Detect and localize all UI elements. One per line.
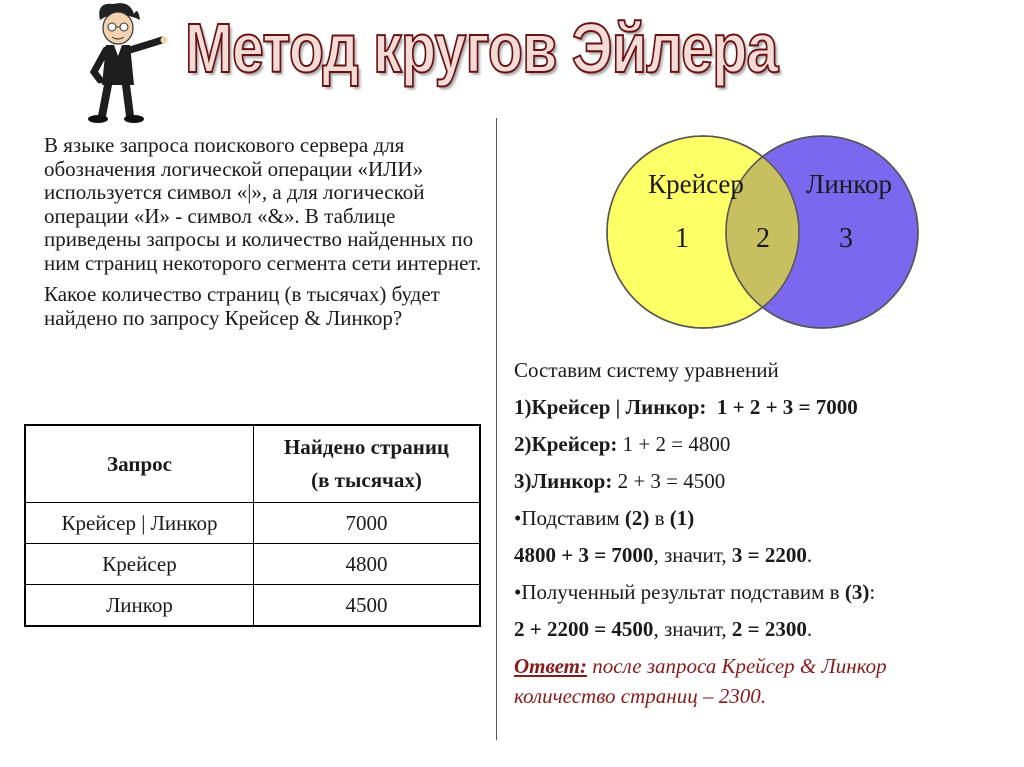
venn-diagram [600, 135, 930, 335]
equation-2-label: 2)Крейсер: [514, 432, 618, 456]
pages-cell: 4500 [254, 585, 481, 627]
header-query: Запрос [25, 425, 254, 503]
calculation-1-period: . [806, 543, 813, 567]
problem-paragraph-2: Какое количество страниц (в тысячах) будет найдено по запросу Крейсер & Линкор? [44, 282, 440, 330]
substitution-1-ref-a: (2) [624, 506, 650, 530]
calculation-2 [514, 614, 1004, 651]
answer-block [514, 651, 1004, 711]
problem-statement [44, 134, 484, 338]
query-table [24, 424, 481, 627]
query-cell: Линкор [25, 585, 254, 627]
answer-label: Ответ: [514, 654, 587, 678]
table-row [25, 544, 480, 585]
equation-3-label: 3)Линкор: [514, 469, 613, 493]
solution-intro: Составим систему уравнений [514, 358, 779, 382]
vertical-divider [496, 118, 497, 740]
professor-mascot-illustration [78, 0, 173, 125]
venn-region-1: 1 [675, 223, 689, 254]
equation-2 [514, 429, 1004, 466]
equation-1-label: 1)Крейсер | Линкор: [514, 395, 707, 419]
table-row [25, 503, 480, 544]
equation-1 [514, 392, 1004, 429]
calculation-2-period: . [806, 617, 813, 641]
table-header-row [25, 425, 480, 503]
calculation-1 [514, 540, 1004, 577]
substitution-2-text: •Полученный результат подставим в [514, 580, 845, 604]
table-row [25, 585, 480, 627]
header-pages-line1: Найдено страниц [283, 435, 450, 459]
calculation-2-joiner: , значит, [653, 617, 732, 641]
pages-cell: 7000 [254, 503, 481, 544]
pages-cell: 4800 [254, 544, 481, 585]
venn-label-right: Линкор [806, 169, 892, 199]
equation-3-expr: 2 + 3 = 4500 [617, 469, 726, 493]
venn-region-2: 2 [756, 223, 770, 254]
calculation-1-joiner: , значит, [653, 543, 732, 567]
answer-line-2: количество страниц – 2300. [514, 684, 766, 708]
equation-1-expr: 1 + 2 + 3 = 7000 [716, 395, 858, 419]
calculation-2-result: 2 = 2300 [731, 617, 807, 641]
substitution-1 [514, 503, 1004, 540]
header-pages-line2: (в тысячах) [311, 468, 422, 492]
query-cell: Крейсер | Линкор [25, 503, 254, 544]
substitution-2 [514, 577, 1004, 614]
calculation-1-expr: 4800 + 3 = 7000 [514, 543, 654, 567]
solution-steps [514, 355, 1004, 711]
calculation-2-expr: 2 + 2200 = 4500 [514, 617, 654, 641]
substitution-2-ref: (3) [844, 580, 870, 604]
query-cell: Крейсер [25, 544, 254, 585]
venn-label-left: Крейсер [648, 169, 744, 199]
substitution-1-ref-b: (1) [669, 506, 695, 530]
equation-2-expr: 1 + 2 = 4800 [622, 432, 731, 456]
equation-3 [514, 466, 1004, 503]
calculation-1-result: 3 = 2200 [731, 543, 807, 567]
substitution-1-joiner: в [649, 506, 670, 530]
header-pages [254, 425, 481, 503]
substitution-1-text: •Подставим [514, 506, 625, 530]
substitution-2-colon: : [869, 580, 876, 604]
venn-region-3: 3 [839, 223, 853, 254]
problem-paragraph-1: В языке запроса поискового сервера для обозначения логической операции «ИЛИ» используется символ «|», а для логической операции «И» - символ «&». В таблице приведены запросы и количество найденных по ним страниц некоторого сегмента сети интернет. [44, 133, 482, 275]
page-title: Метод кругов Эйлера [185, 9, 778, 87]
answer-text: после запроса Крейсер & Линкор [587, 654, 887, 678]
